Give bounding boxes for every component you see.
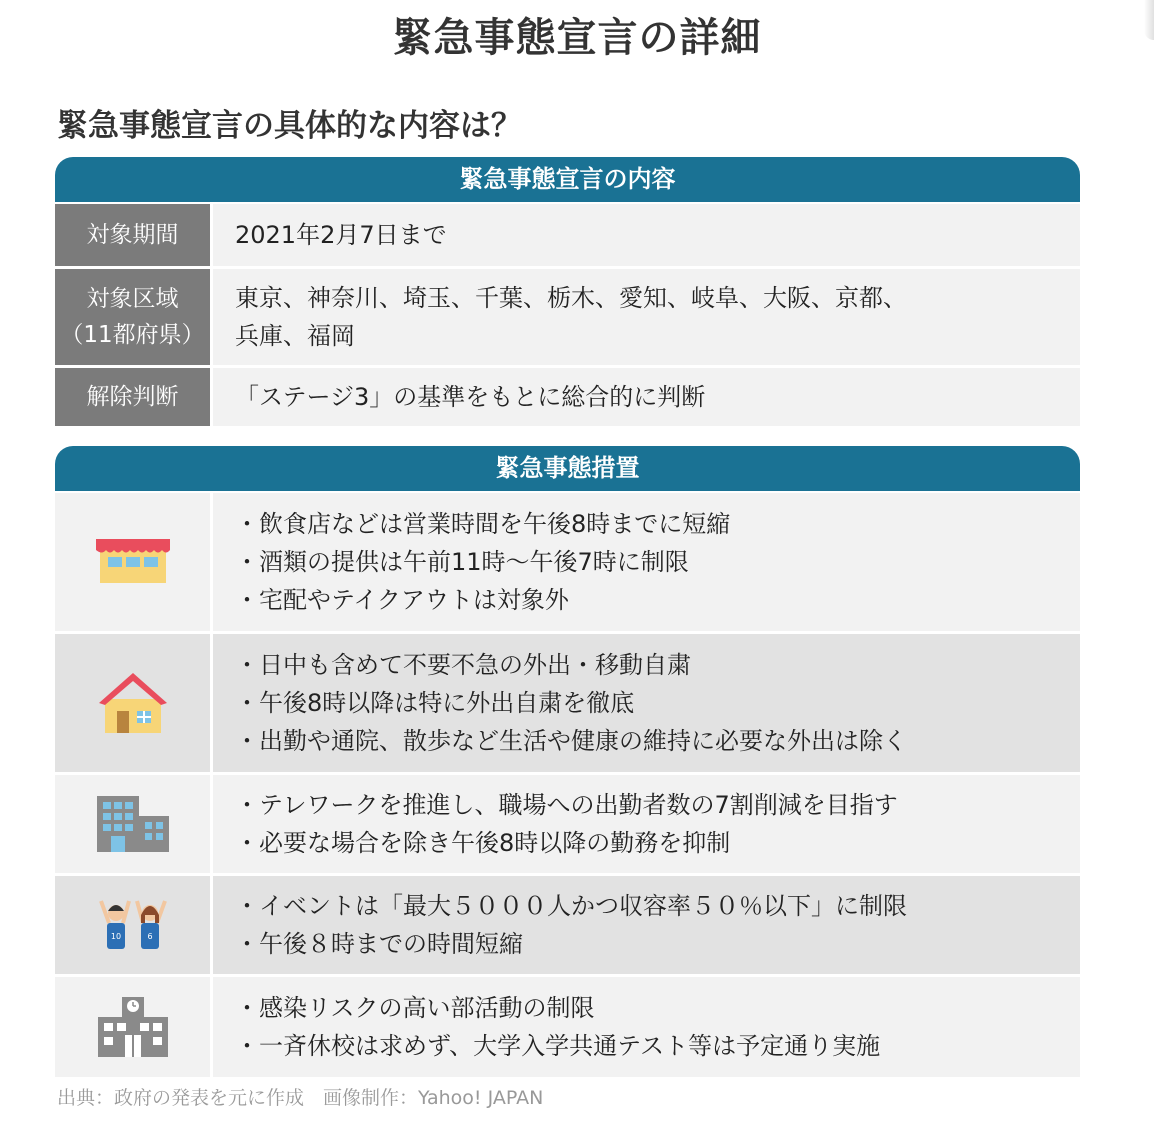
store-icon-cell [55,493,213,631]
period-label [55,204,213,266]
measure-text-schools [213,977,1080,1077]
source-credit: 出典：政府の発表を元に作成 画像制作：Yahoo! JAPAN [57,1087,544,1109]
lift-label [55,368,213,426]
house-icon-cell [55,634,213,772]
lift-value-text: 「ステージ3」の基準をもとに総合的に判断 [235,383,706,411]
measures-table-header: 緊急事態措置 [55,446,1080,493]
measure-row-restaurants [55,493,1080,634]
store-icon [96,539,170,585]
lift-row [55,368,1080,426]
content-table [55,157,1080,426]
measure-text-outings [213,634,1080,772]
school-icon [96,995,170,1059]
measure-line: ・酒類の提供は午前11時〜午後7時に制限 [235,548,689,576]
measure-text-events [213,876,1080,974]
period-label-text: 対象期間 [86,222,179,248]
period-value-text: 2021年2月7日まで [235,221,447,249]
subtitle: 緊急事態宣言の具体的な内容は？ [57,108,522,144]
measure-line: ・出勤や通院、散歩など生活や健康の維持に必要な外出は除く [235,727,907,755]
fan2-number: 6 [146,932,153,941]
measure-line: ・宅配やテイクアウトは対象外 [235,586,569,614]
measure-row-telework [55,775,1080,876]
measure-line: ・必要な場合を除き午後8時以降の勤務を抑制 [235,829,731,857]
lift-value [213,368,1080,426]
measure-line: ・感染リスクの高い部活動の制限 [235,994,595,1022]
measure-line: ・午後８時までの時間短縮 [235,930,523,958]
measure-text-restaurants [213,493,1080,631]
measure-line: ・テレワークを推進し、職場への出勤者数の7割削減を目指す [235,791,898,819]
measure-line: ・飲食店などは営業時間を午後8時までに短縮 [235,510,731,538]
corner-shadow [1144,0,1154,40]
content-table-header: 緊急事態宣言の内容 [55,157,1080,204]
page-title: 緊急事態宣言の詳細 [392,15,762,61]
measure-row-outings [55,634,1080,775]
measures-table [55,446,1080,1077]
measure-line: ・午後8時以降は特に外出自粛を徹底 [235,689,635,717]
period-row [55,204,1080,269]
area-label [55,269,213,365]
area-value-line: 兵庫、福岡 [235,322,355,350]
event-fans-icon-cell [55,876,213,974]
school-icon-cell [55,977,213,1077]
fan1-number: 10 [110,932,121,941]
lift-label-text: 解除判断 [86,384,179,410]
area-label-sub: （11都府県） [60,322,205,348]
office-building-icon [95,794,171,854]
measure-row-schools [55,977,1080,1077]
measure-row-events [55,876,1080,977]
measure-text-telework [213,775,1080,873]
measure-line: ・イベントは「最大５０００人かつ収容率５０％以下」に制限 [235,892,907,920]
area-value-line: 東京、神奈川、埼玉、千葉、栃木、愛知、岐阜、大阪、京都、 [235,284,907,312]
period-value [213,204,1080,266]
house-icon [97,671,169,735]
event-fans-icon [97,897,169,953]
area-value [213,269,1080,365]
area-row [55,269,1080,368]
measure-line: ・日中も含めて不要不急の外出・移動自粛 [235,651,691,679]
area-label-text: 対象区域 [86,286,179,312]
office-building-icon-cell [55,775,213,873]
measure-line: ・一斉休校は求めず、大学入学共通テスト等は予定通り実施 [235,1032,881,1060]
